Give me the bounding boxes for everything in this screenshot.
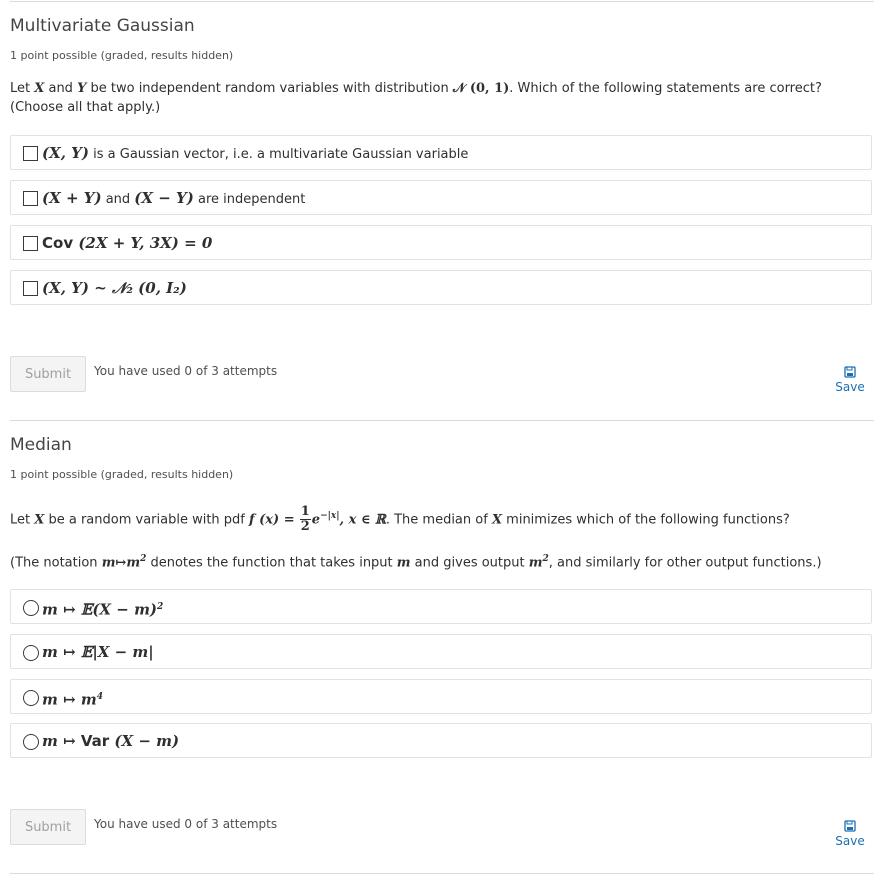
checkbox[interactable]	[23, 191, 38, 206]
problem-title: Multivariate Gaussian	[10, 16, 195, 36]
checkbox-option-1[interactable]: (X, Y) is a Gaussian vector, i.e. a multivariate Gaussian variable	[10, 135, 872, 170]
save-button[interactable]	[830, 366, 870, 394]
save-icon	[844, 366, 856, 378]
problem-points: 1 point possible (graded, results hidden)	[10, 468, 234, 481]
attempts-text: You have used 0 of 3 attempts	[94, 817, 278, 831]
radio-button[interactable]	[23, 600, 39, 616]
problem-prompt: Let X be a random variable with pdf f (x) = $\frac{1}{2}$ $e^{-|x|}$, x ∈ ℝ. The median of X minimizes which of the following functions?	[10, 504, 790, 535]
submit-button[interactable]: Submit	[10, 356, 86, 392]
checkbox-option-4[interactable]: (X, Y) ~ 𝒩₂ (0, I₂)	[10, 270, 872, 305]
notation-note: (The notation $m↦m^2$ denotes the function that takes input m and gives output $m^2$, and similarly for other output functions.)	[10, 554, 822, 571]
radio-button[interactable]	[23, 734, 39, 750]
problem-points: 1 point possible (graded, results hidden)	[10, 49, 234, 62]
checkbox-option-2[interactable]: (X + Y) and (X − Y) are independent	[10, 180, 872, 215]
submit-button[interactable]: Submit	[10, 809, 86, 845]
checkbox[interactable]	[23, 146, 38, 161]
save-icon	[844, 820, 856, 832]
bottom-divider	[10, 873, 874, 874]
top-divider	[10, 1, 874, 2]
radio-button[interactable]	[23, 645, 39, 661]
problem-title: Median	[10, 435, 72, 455]
fraction: $\frac{1}{2}$	[300, 504, 310, 535]
checkbox-option-3[interactable]: Cov (2X + Y, 3X) = 0	[10, 225, 872, 260]
radio-button[interactable]	[23, 690, 39, 706]
attempts-text: You have used 0 of 3 attempts	[94, 364, 278, 378]
problem-prompt: Let X and Y be two independent random variables with distribution 𝒩 (0, 1). Which of the following statements are correct? (Choose all that apply.)	[10, 81, 822, 115]
radio-option-1[interactable]: m ↦ 𝔼(X − m)$^2$	[10, 589, 872, 624]
section-divider	[10, 420, 874, 421]
checkbox[interactable]	[23, 281, 38, 296]
save-button[interactable]	[830, 820, 870, 848]
checkbox[interactable]	[23, 236, 38, 251]
save-label: Save	[835, 380, 865, 394]
save-label: Save	[835, 834, 865, 848]
radio-option-3[interactable]: m ↦ $m^4$	[10, 679, 872, 714]
radio-option-4[interactable]: m ↦ Var (X − m)	[10, 723, 872, 758]
radio-option-2[interactable]: m ↦ 𝔼|X − m|	[10, 634, 872, 669]
